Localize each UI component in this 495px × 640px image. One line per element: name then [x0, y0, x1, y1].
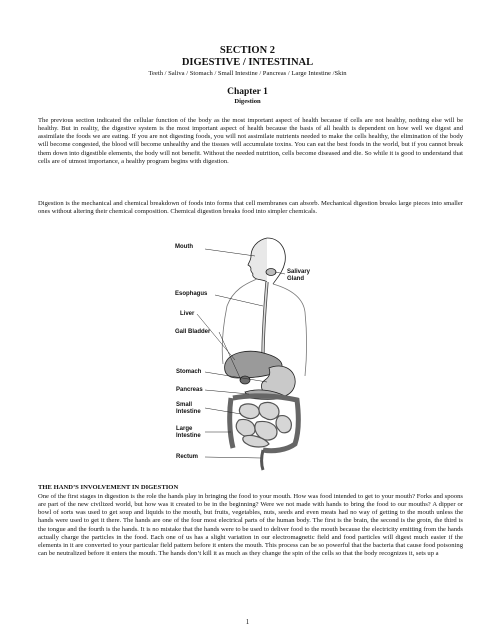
chapter-subtitle: Digestion [234, 98, 261, 105]
section-title: SECTION 2 [219, 45, 276, 56]
label-large-intestine: Large Intestine [176, 426, 201, 439]
label-stomach: Stomach [176, 369, 202, 375]
digestive-system-figure [175, 236, 325, 472]
section-heading-hands: THE HAND’S INVOLVEMENT IN DIGESTION [38, 484, 179, 491]
label-gall-bladder: Gall Bladder [175, 329, 211, 335]
label-liver: Liver [180, 311, 195, 317]
chapter-title: Chapter 1 [227, 87, 268, 97]
page-number: 1 [245, 618, 250, 626]
paragraph-hands: One of the first stages in digestion is the role the hands play in bringing the food to your mouth. How was food intended to get to your mouth? Forks and spoons are part of the new civilized world, but how was it created to be in the beginning? Were we not made with hands to bring the food to our mouths? A dipper or bowl of sorts was used to get soup and liquids to the mouth, but fruits, vegetables, nuts, seeds and even meats had no way of getting to the mouth unless the hands were used to get it there. The hands are one of the four most electrical parts of the human body. The first is the brain, the second is the groin, the third is the tongue and the fourth is the hands. It is no mistake that the hands were to be used to deliver food to the mouth because the electricity emitting from the hands actually charge the particles in the food. Each one of us has a slight variation in our electromagnetic field and food particles will digest much easier if the elements in it are converted to your particular field pattern before it enters the mouth. This process can be so powerful that the bacteria that cause food poisoning can be neutralized before it enters the mouth. The hands don’t kill it as much as they change the spin of the cells so that the body recognizes it, sets up a [38, 493, 463, 558]
label-esophagus: Esophagus [175, 291, 208, 297]
label-mouth: Mouth [175, 244, 193, 250]
label-salivary-gland: Salivary Gland [287, 269, 311, 282]
paragraph-definition: Digestion is the mechanical and chemical breakdown of foods into forms that cell membranes can absorb. Mechanical digestion breaks large pieces into smaller ones without altering their chemical composition. Chemical digestion breaks food into simpler chemicals. [38, 200, 463, 216]
paragraph-intro: The previous section indicated the cellular function of the body as the most important aspect of health because if cells are not healthy, nothing else will be healthy. But in reality, the digestive system is the most important aspect of health because the basis of all health is dependent on how well we digest and assimilate the foods we are eating. If you are not digesting foods, you will not assimilate nutrients needed to make the cells healthy, the elimination of the body will become congested, the blood will become unhealthy and the tissues will accumulate toxins. You can eat the best foods in the world, but if you cannot break them down into digestible elements, the body will not benefit. Without the needed nutrition, cells become diseased and die. So while it is good to understand that cells are of utmost importance, a healthy program begins with digestion. [38, 117, 463, 165]
topics-list: Teeth / Saliva / Stomach / Small Intestine / Pancreas / Large Intestine /Skin [148, 70, 347, 77]
label-pancreas: Pancreas [176, 387, 203, 393]
label-small-intestine: Small Intestine [176, 402, 201, 415]
section-subtitle: DIGESTIVE / INTESTINAL [181, 57, 314, 68]
label-rectum: Rectum [176, 454, 199, 460]
